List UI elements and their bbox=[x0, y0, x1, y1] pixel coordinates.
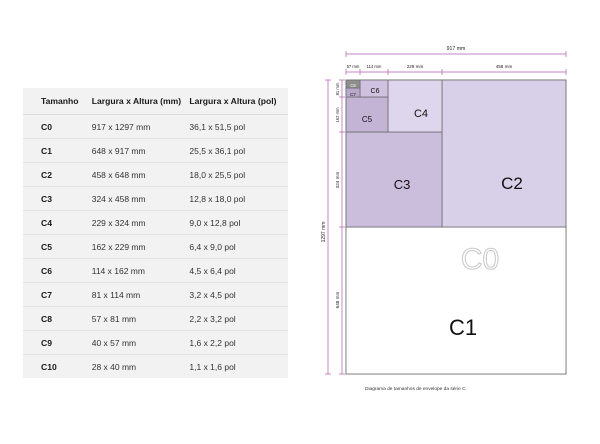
top-dimension-lines bbox=[346, 51, 566, 75]
cell-mm: 162 x 229 mm bbox=[92, 235, 190, 259]
cell-mm: 648 x 917 mm bbox=[92, 139, 190, 163]
cell-size: C10 bbox=[23, 355, 92, 379]
cell-size: C1 bbox=[23, 139, 92, 163]
table-row bbox=[23, 211, 288, 235]
label-c4: C4 bbox=[413, 108, 429, 120]
column-header-size: Tamanho bbox=[23, 88, 92, 115]
table-row bbox=[23, 115, 288, 139]
dim-top-total: 917 mm bbox=[446, 46, 466, 52]
label-c3: C3 bbox=[393, 177, 411, 192]
cell-inches: 18,0 x 25,5 pol bbox=[189, 163, 288, 187]
cell-inches: 1,6 x 2,2 pol bbox=[189, 331, 288, 355]
table-row bbox=[23, 283, 288, 307]
dim-top-229: 229 mm bbox=[406, 64, 424, 69]
cell-mm: 229 x 324 mm bbox=[92, 211, 190, 235]
cell-inches: 3,2 x 4,5 pol bbox=[189, 283, 288, 307]
cell-mm: 28 x 40 mm bbox=[92, 355, 190, 379]
table-row bbox=[23, 355, 288, 379]
table-row bbox=[23, 187, 288, 211]
table-body bbox=[23, 115, 288, 379]
label-c0: C0 bbox=[460, 243, 500, 276]
table-row bbox=[23, 163, 288, 187]
table-header bbox=[23, 88, 288, 115]
envelope-series-diagram bbox=[318, 32, 586, 402]
cell-inches: 2,2 x 3,2 pol bbox=[189, 307, 288, 331]
table-row bbox=[23, 259, 288, 283]
cell-mm: 40 x 57 mm bbox=[92, 331, 190, 355]
box-c1 bbox=[346, 227, 566, 374]
cell-mm: 57 x 81 mm bbox=[92, 307, 190, 331]
table-row bbox=[23, 331, 288, 355]
cell-inches: 9,0 x 12,8 pol bbox=[189, 211, 288, 235]
dim-top-458: 458 mm bbox=[495, 64, 513, 69]
box-c4 bbox=[388, 80, 442, 132]
cell-size: C7 bbox=[23, 283, 92, 307]
cell-inches: 4,5 x 6,4 pol bbox=[189, 259, 288, 283]
table-row bbox=[23, 139, 288, 163]
label-c1: C1 bbox=[448, 315, 478, 340]
cell-inches: 1,1 x 1,6 pol bbox=[189, 355, 288, 379]
diagram-caption: Diagrama de tamanhos de envelope da série C. bbox=[365, 387, 467, 392]
cell-size: C8 bbox=[23, 307, 92, 331]
cell-mm: 917 x 1297 mm bbox=[92, 115, 190, 139]
dim-left-162: 162 mm bbox=[335, 107, 340, 123]
dim-left-total: 1297 mm bbox=[321, 221, 327, 243]
cell-mm: 81 x 114 mm bbox=[92, 283, 190, 307]
envelope-size-table bbox=[23, 88, 288, 378]
column-header-mm: Largura x Altura (mm) bbox=[92, 88, 190, 115]
left-dimension-lines bbox=[325, 80, 345, 374]
cell-size: C2 bbox=[23, 163, 92, 187]
cell-inches: 12,8 x 18,0 pol bbox=[189, 187, 288, 211]
label-c7: C7 bbox=[350, 92, 356, 97]
cell-size: C6 bbox=[23, 259, 92, 283]
cell-inches: 6,4 x 9,0 pol bbox=[189, 235, 288, 259]
dim-left-324: 324 mm bbox=[335, 171, 340, 189]
dim-left-81: 81 mm bbox=[335, 82, 340, 96]
label-c6: C6 bbox=[370, 88, 380, 95]
table-row bbox=[23, 307, 288, 331]
cell-mm: 114 x 162 mm bbox=[92, 259, 190, 283]
dim-top-57: 57 mm bbox=[346, 64, 360, 69]
cell-inches: 36,1 x 51,5 pol bbox=[189, 115, 288, 139]
cell-inches: 25,5 x 36,1 pol bbox=[189, 139, 288, 163]
table-row bbox=[23, 235, 288, 259]
cell-size: C0 bbox=[23, 115, 92, 139]
cell-size: C3 bbox=[23, 187, 92, 211]
cell-mm: 324 x 458 mm bbox=[92, 187, 190, 211]
cell-size: C9 bbox=[23, 331, 92, 355]
label-c5: C5 bbox=[361, 115, 373, 124]
dim-left-648: 648 mm bbox=[335, 291, 340, 309]
dim-top-114: 114 mm bbox=[366, 64, 382, 69]
column-header-inches: Largura x Altura (pol) bbox=[189, 88, 288, 115]
label-c8: C8 bbox=[350, 83, 356, 88]
table-header-row bbox=[23, 88, 288, 115]
cell-size: C5 bbox=[23, 235, 92, 259]
cell-size: C4 bbox=[23, 211, 92, 235]
label-c2: C2 bbox=[501, 174, 523, 193]
cell-mm: 458 x 648 mm bbox=[92, 163, 190, 187]
box-c2 bbox=[442, 80, 566, 227]
